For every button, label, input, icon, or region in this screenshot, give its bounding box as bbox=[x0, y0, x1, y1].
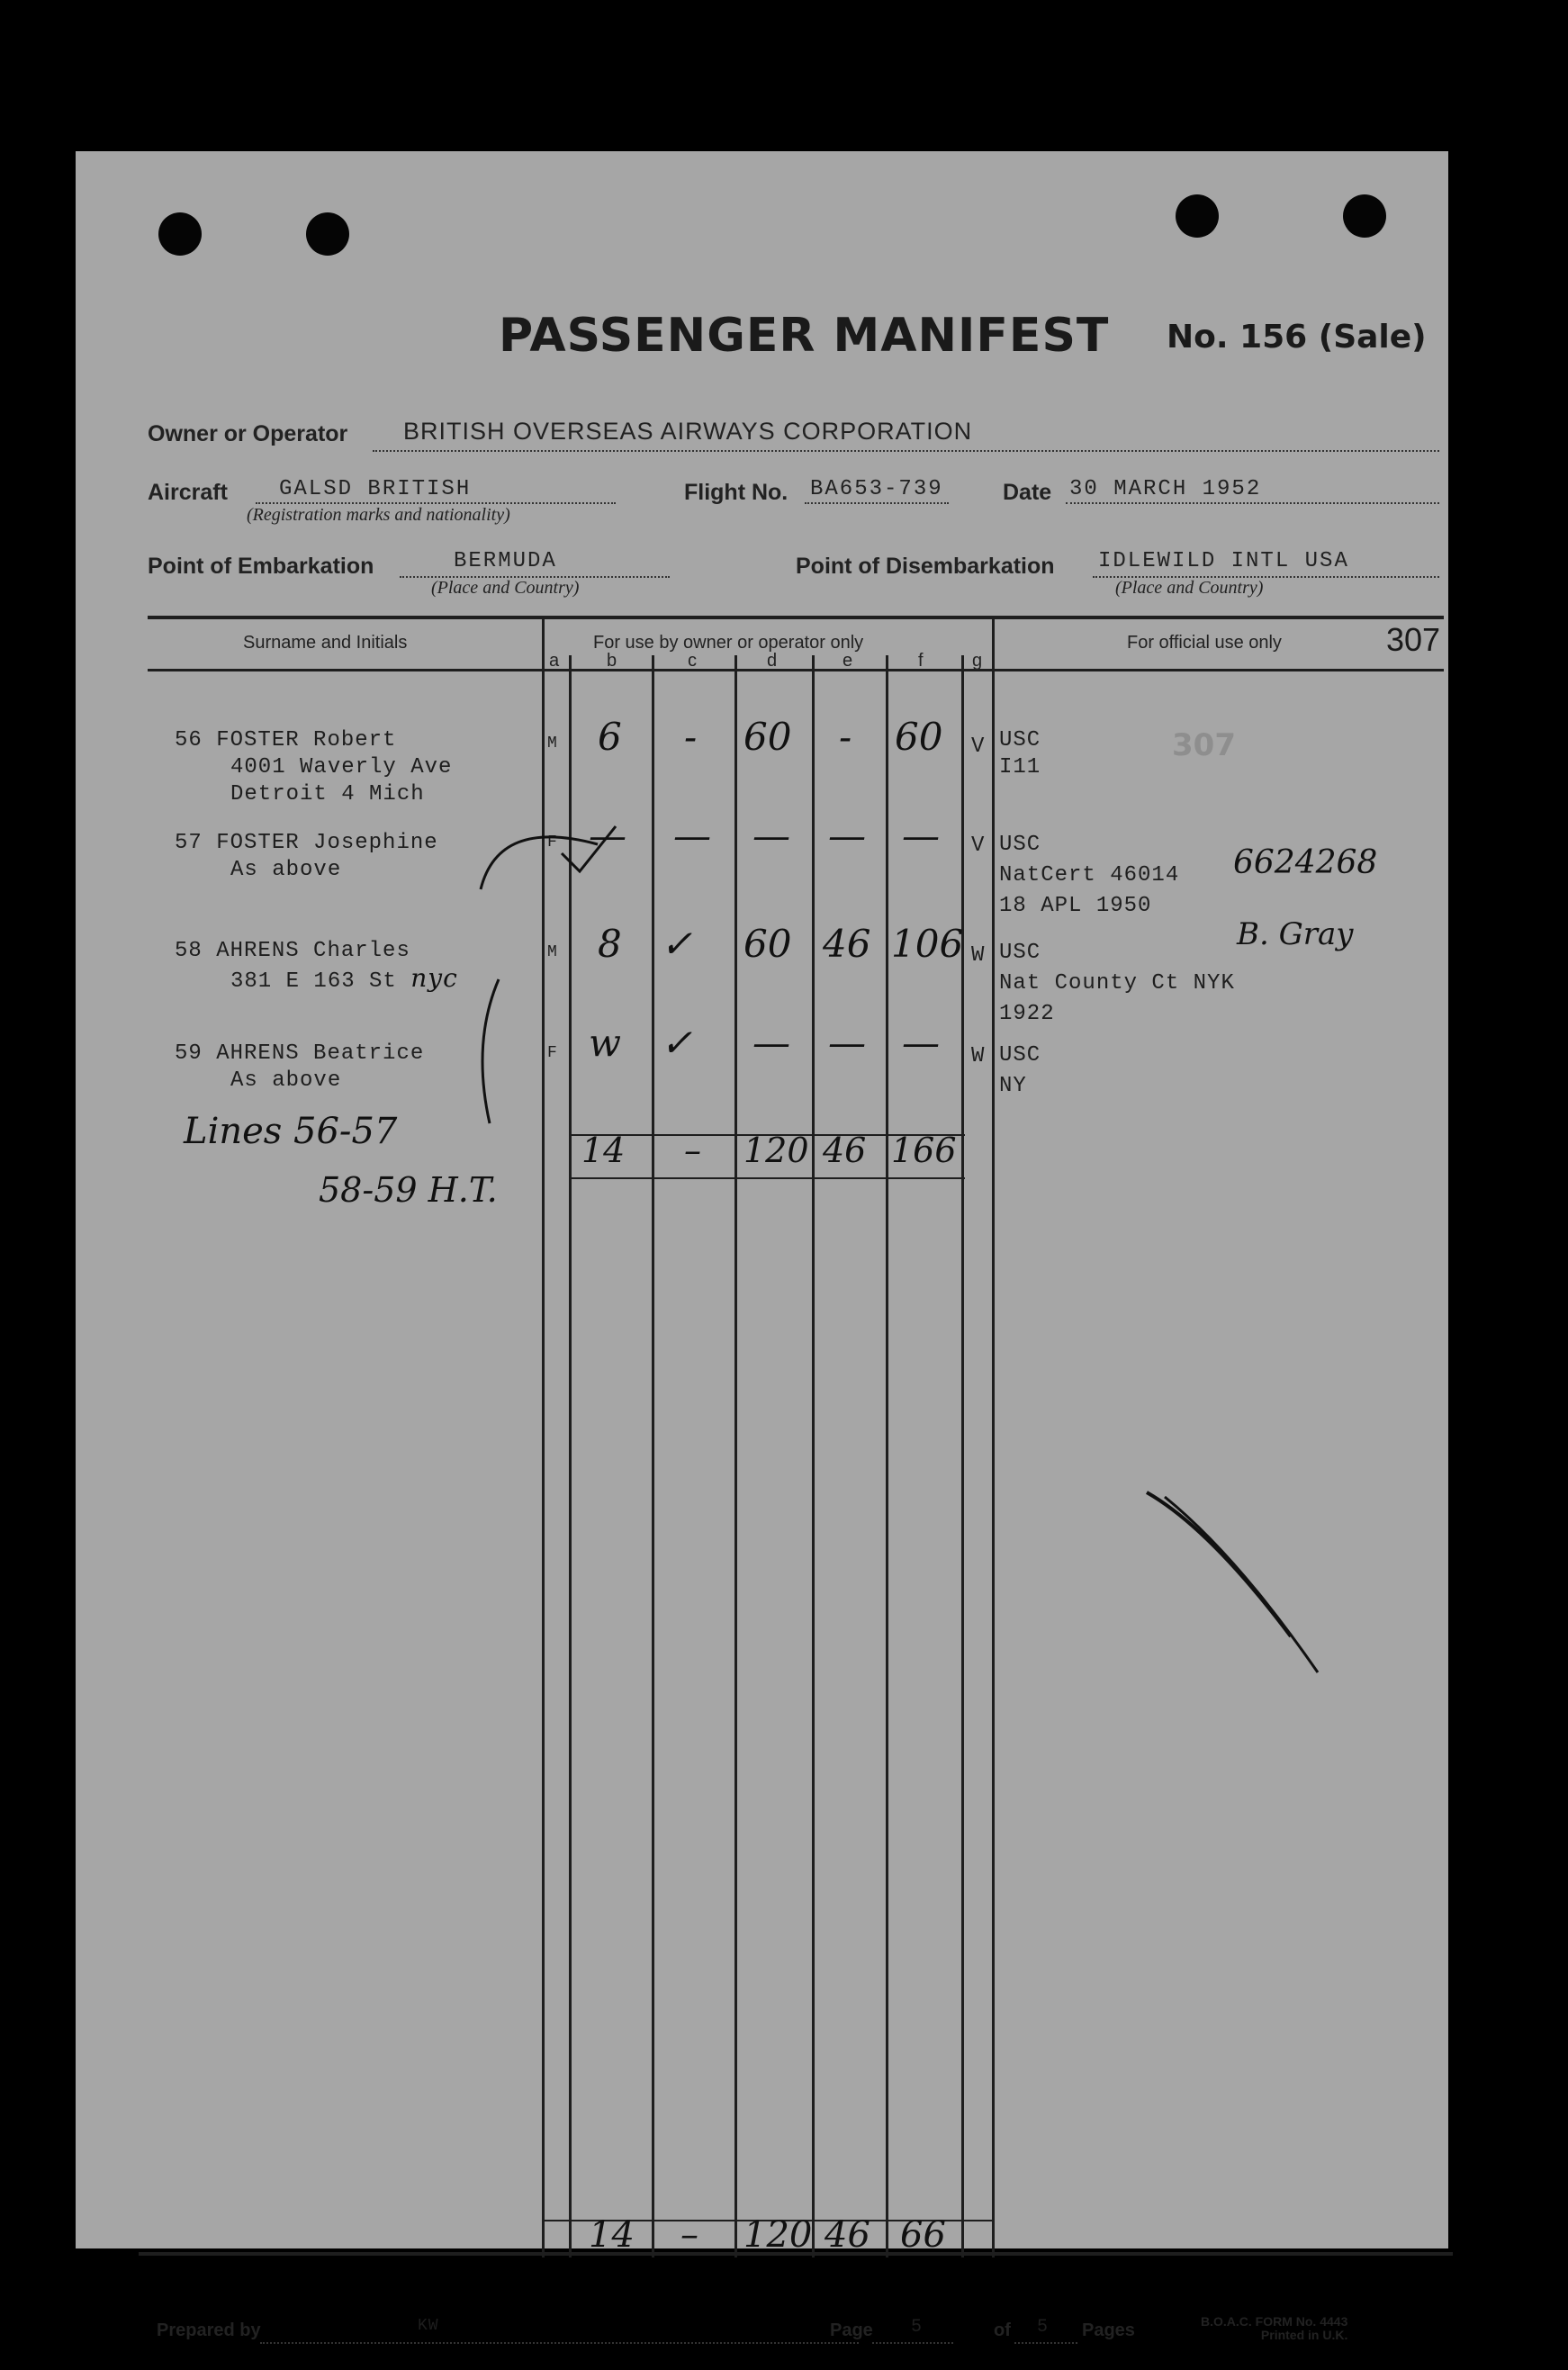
passenger-57-col-e: — bbox=[828, 814, 866, 858]
passenger-58-col-f: 106 bbox=[891, 922, 964, 966]
total-col-b: 14 bbox=[589, 2214, 635, 2256]
manifest-sheet bbox=[76, 151, 1448, 2342]
page-rule bbox=[872, 2342, 953, 2344]
owner-use-header: For use by owner or operator only bbox=[593, 633, 864, 653]
punch-hole bbox=[306, 212, 349, 256]
passenger-59-sex: F bbox=[547, 1044, 558, 1062]
passenger-address: As above bbox=[230, 1068, 342, 1093]
passenger-56-sex: M bbox=[547, 734, 558, 752]
passenger-number: 59 bbox=[175, 1041, 203, 1066]
check-marks bbox=[463, 709, 661, 1213]
passenger-address: As above bbox=[230, 858, 342, 882]
passenger-number: 56 bbox=[175, 728, 203, 752]
passenger-56-col-e: - bbox=[839, 715, 852, 759]
subtotal-col-e: 46 bbox=[823, 1131, 867, 1170]
passenger-57-col-d: — bbox=[752, 814, 790, 858]
passenger-name: AHRENS Charles bbox=[216, 939, 410, 963]
col-letter-d: d bbox=[767, 651, 778, 671]
prepared-by-rule bbox=[260, 2342, 859, 2344]
total-pages: 5 bbox=[1037, 2317, 1050, 2338]
passenger-58-col-b: 8 bbox=[598, 922, 622, 966]
passenger-56-col-c: - bbox=[684, 715, 698, 759]
punch-hole bbox=[1176, 194, 1219, 238]
table-top-rule bbox=[148, 616, 1444, 619]
subtotal-col-b: 14 bbox=[581, 1131, 626, 1170]
passenger-58-official: USC Nat County Ct NYK 1922 bbox=[999, 941, 1235, 1026]
disembarkation-value: IDLEWILD INTL USA bbox=[1098, 549, 1349, 573]
col-letter-f: f bbox=[918, 651, 924, 671]
embarkation-hint: (Place and Country) bbox=[431, 578, 580, 598]
col-letter-a: a bbox=[549, 651, 560, 671]
surname-column-header: Surname and Initials bbox=[243, 633, 408, 653]
passenger-59-col-b: w bbox=[589, 1021, 621, 1065]
embarkation-value: BERMUDA bbox=[454, 549, 557, 573]
passenger-name: FOSTER Robert bbox=[216, 728, 397, 752]
page-reference-number: 307 bbox=[1386, 621, 1441, 658]
subtotal-col-c: – bbox=[684, 1131, 701, 1170]
form-number: No. 156 (Sale) bbox=[1167, 319, 1427, 356]
passenger-56-official: USC I11 bbox=[999, 728, 1041, 779]
subtotal-col-f: 166 bbox=[891, 1131, 957, 1170]
passenger-56-row bbox=[175, 727, 452, 808]
total-col-d: 120 bbox=[743, 2214, 813, 2256]
embarkation-label: Point of Embarkation bbox=[148, 554, 374, 579]
page-number: 5 bbox=[911, 2317, 924, 2338]
subtotal-col-d: 120 bbox=[743, 1131, 809, 1170]
passenger-58-col-d: 60 bbox=[743, 922, 792, 966]
flight-label: Flight No. bbox=[684, 480, 789, 505]
of-label: of bbox=[994, 2320, 1011, 2340]
col-letter-b: b bbox=[607, 651, 617, 671]
official-use-header: For official use only bbox=[1127, 633, 1282, 653]
flight-rule bbox=[805, 502, 949, 504]
passenger-address: 4001 Waverly Ave bbox=[230, 755, 453, 779]
passenger-name: AHRENS Beatrice bbox=[216, 1041, 425, 1066]
total-col-e: 46 bbox=[825, 2214, 870, 2256]
owner-value: BRITISH OVERSEAS AIRWAYS CORPORATION bbox=[403, 418, 973, 445]
passenger-58-handwritten-signature: B. Gray bbox=[1237, 916, 1354, 952]
handwritten-annotation-1: Lines 56-57 bbox=[184, 1111, 398, 1152]
col-divider-official bbox=[992, 619, 995, 2257]
passenger-59-col-f: — bbox=[902, 1021, 940, 1065]
pages-label: Pages bbox=[1082, 2320, 1135, 2340]
page-label: Page bbox=[830, 2320, 873, 2340]
passenger-56-col-f: 60 bbox=[895, 715, 943, 759]
disembarkation-label: Point of Disembarkation bbox=[796, 554, 1055, 579]
passenger-59-col-d: — bbox=[752, 1021, 790, 1065]
passenger-58-sex: M bbox=[547, 943, 558, 961]
passenger-58-row bbox=[175, 938, 458, 996]
passenger-56-col-g: V bbox=[971, 734, 986, 759]
official-stamp: 307 bbox=[1172, 727, 1236, 763]
passenger-56-col-b: 6 bbox=[598, 715, 622, 759]
passenger-address: 381 E 163 St bbox=[230, 969, 397, 994]
passenger-57-col-b: — bbox=[589, 814, 626, 858]
col-letter-c: c bbox=[688, 651, 697, 671]
passenger-address-note: nyc bbox=[410, 963, 458, 993]
total-col-f: 66 bbox=[900, 2214, 946, 2256]
passenger-56-col-d: 60 bbox=[743, 715, 792, 759]
passenger-59-row bbox=[175, 1041, 424, 1095]
col-letter-e: e bbox=[843, 651, 853, 671]
col-divider-d bbox=[812, 655, 815, 2257]
date-value: 30 MARCH 1952 bbox=[1069, 477, 1262, 501]
owner-rule bbox=[373, 450, 1439, 452]
punch-hole bbox=[158, 212, 202, 256]
passenger-59-col-g: W bbox=[971, 1044, 986, 1068]
date-label: Date bbox=[1003, 480, 1052, 505]
passenger-57-sex: F bbox=[547, 834, 558, 852]
passenger-57-official: USC NatCert 46014 18 APL 1950 bbox=[999, 833, 1180, 918]
passenger-57-handwritten-cert: 6624268 bbox=[1233, 844, 1378, 881]
passenger-address: Detroit 4 Mich bbox=[230, 782, 425, 807]
pen-mark bbox=[1111, 1447, 1399, 1717]
aircraft-hint: (Registration marks and nationality) bbox=[247, 505, 510, 525]
passenger-57-col-c: — bbox=[673, 814, 711, 858]
owner-label: Owner or Operator bbox=[148, 421, 348, 446]
date-rule bbox=[1066, 502, 1439, 504]
passenger-name: FOSTER Josephine bbox=[216, 831, 438, 855]
passenger-59-col-c: ✓ bbox=[661, 1021, 693, 1065]
passenger-59-official: USC NY bbox=[999, 1043, 1041, 1098]
total-pages-rule bbox=[1014, 2342, 1077, 2344]
punch-hole bbox=[1343, 194, 1386, 238]
prepared-by-label: Prepared by bbox=[157, 2320, 261, 2340]
total-col-c: – bbox=[680, 2214, 698, 2256]
form-reference: B.O.A.C. FORM No. 4443 Printed in U.K. bbox=[1201, 2314, 1348, 2342]
passenger-58-col-g: W bbox=[971, 943, 986, 968]
col-letter-g: g bbox=[972, 651, 983, 671]
passenger-57-col-g: V bbox=[971, 834, 986, 858]
passenger-58-col-e: 46 bbox=[823, 922, 871, 966]
aircraft-rule bbox=[256, 502, 616, 504]
prepared-by-value: KW bbox=[418, 2317, 439, 2335]
aircraft-value: GALSD BRITISH bbox=[279, 477, 472, 501]
passenger-number: 58 bbox=[175, 939, 203, 963]
table-header-rule bbox=[148, 669, 1444, 671]
col-divider-e bbox=[886, 655, 888, 2257]
passenger-57-row bbox=[175, 830, 438, 884]
passenger-57-col-f: — bbox=[902, 814, 940, 858]
aircraft-label: Aircraft bbox=[148, 480, 228, 505]
col-divider-f bbox=[961, 655, 964, 2257]
page-title: PASSENGER MANIFEST bbox=[499, 309, 1110, 363]
passenger-58-col-c: ✓ bbox=[661, 922, 693, 966]
col-divider-c bbox=[734, 655, 737, 2257]
disembarkation-hint: (Place and Country) bbox=[1115, 578, 1264, 598]
handwritten-annotation-2: 58-59 H.T. bbox=[319, 1170, 498, 1210]
passenger-59-col-e: — bbox=[828, 1021, 866, 1065]
passenger-number: 57 bbox=[175, 831, 203, 855]
flight-value: BA653-739 bbox=[810, 477, 943, 501]
